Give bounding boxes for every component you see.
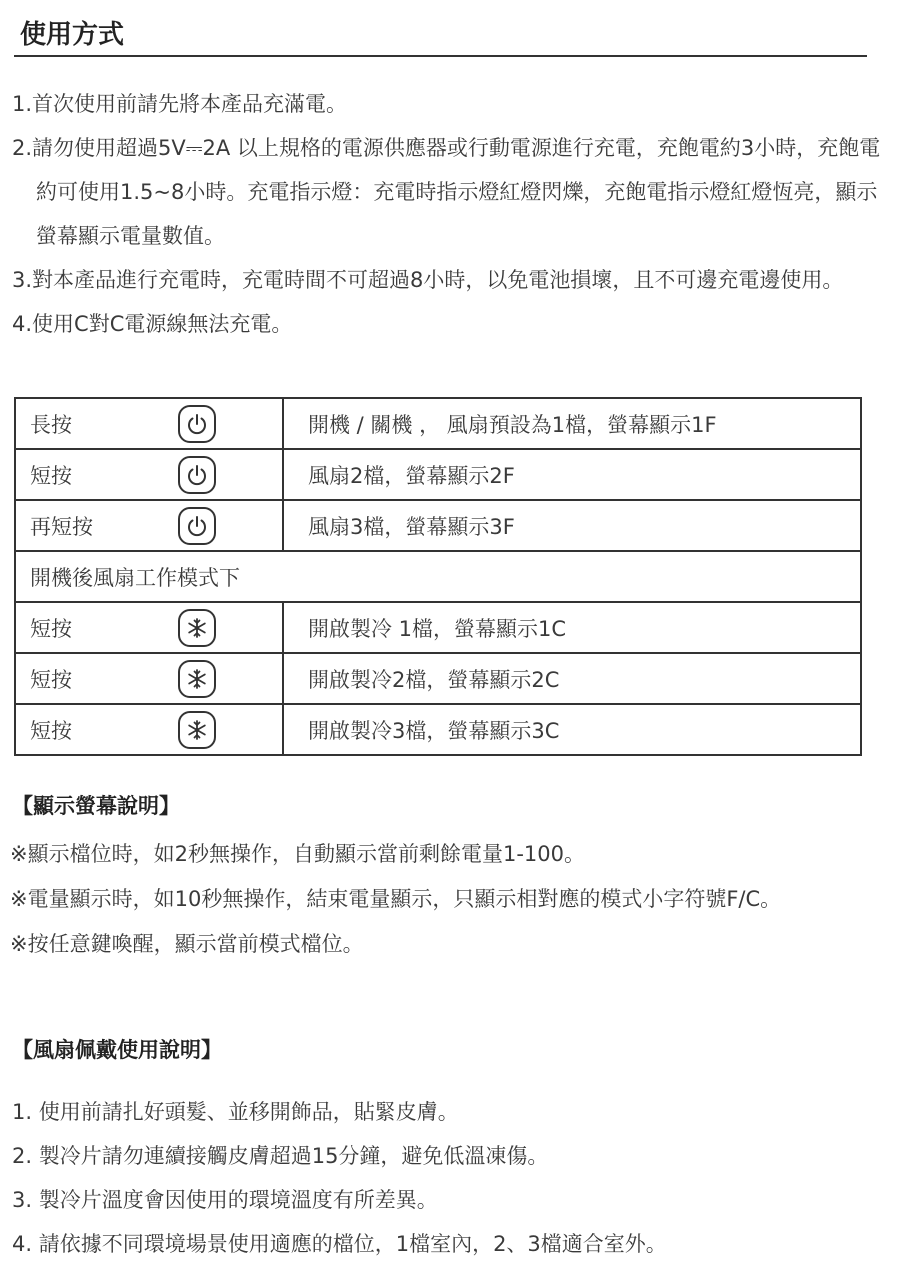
list-item: 4. 請依據不同環境場景使用適應的檔位，1檔室內，2、3檔適合室外。 — [12, 1232, 667, 1256]
action-cell: 短按 — [15, 653, 172, 704]
power-icon — [178, 405, 216, 443]
mode-header-cell: 開機後風扇工作模式下 — [15, 551, 861, 602]
button-operation-table — [14, 397, 862, 756]
action-cell: 再短按 — [15, 500, 172, 551]
action-cell: 短按 — [15, 449, 172, 500]
usage-item: 2.請勿使用超過5V⎓2A 以上規格的電源供應器或行動電源進行充電，充飽電約3小時，充飽電約可使用1.5~8小時。充電指示燈：充電時指示燈紅燈閃爍，充飽電指示燈紅燈恆亮，顯示螢幕顯示電量數值。 — [12, 136, 881, 248]
table-row — [15, 551, 861, 602]
wear-instructions-list — [12, 1090, 882, 1266]
description-cell: 開啟製冷2檔，螢幕顯示2C — [283, 653, 861, 704]
display-notes-list — [10, 832, 885, 967]
action-cell: 長按 — [15, 398, 172, 449]
description-cell: 風扇2檔，螢幕顯示2F — [283, 449, 861, 500]
description-cell: 開啟製冷3檔，螢幕顯示3C — [283, 704, 861, 755]
table-row — [15, 398, 861, 449]
table-row — [15, 653, 861, 704]
action-cell: 短按 — [15, 704, 172, 755]
page-title: 使用方式 — [20, 20, 125, 50]
title-divider — [14, 55, 867, 57]
list-item: 1. 使用前請扎好頭髮、並移開飾品，貼緊皮膚。 — [12, 1100, 459, 1124]
description-cell: 風扇3檔，螢幕顯示3F — [283, 500, 861, 551]
table-row — [15, 704, 861, 755]
snowflake-icon — [178, 609, 216, 647]
action-cell: 短按 — [15, 602, 172, 653]
power-icon — [178, 456, 216, 494]
display-section-heading: 【顯示螢幕說明】 — [12, 794, 180, 818]
usage-item: 4.使用C對C電源線無法充電。 — [12, 312, 293, 336]
usage-item: 3.對本產品進行充電時，充電時間不可超過8小時，以免電池損壞，且不可邊充電邊使用。 — [12, 268, 844, 292]
power-icon — [178, 507, 216, 545]
table-row — [15, 602, 861, 653]
note-item: ※顯示檔位時，如2秒無操作，自動顯示當前剩餘電量1-100。 — [10, 842, 585, 866]
usage-list — [12, 82, 882, 346]
description-cell: 開啟製冷 1檔，螢幕顯示1C — [283, 602, 861, 653]
snowflake-icon — [178, 660, 216, 698]
list-item: 3. 製冷片溫度會因使用的環境溫度有所差異。 — [12, 1188, 438, 1212]
table-row — [15, 500, 861, 551]
table-row — [15, 449, 861, 500]
usage-item: 1.首次使用前請先將本產品充滿電。 — [12, 92, 348, 116]
list-item: 2. 製冷片請勿連續接觸皮膚超過15分鐘，避免低溫凍傷。 — [12, 1144, 549, 1168]
note-item: ※電量顯示時，如10秒無操作，結束電量顯示，只顯示相對應的模式小字符號F/C。 — [10, 887, 782, 911]
note-item: ※按任意鍵喚醒，顯示當前模式檔位。 — [10, 932, 364, 956]
snowflake-icon — [178, 711, 216, 749]
wear-section-heading: 【風扇佩戴使用說明】 — [12, 1038, 222, 1062]
description-cell: 開機 / 關機 ， 風扇預設為1檔，螢幕顯示1F — [283, 398, 861, 449]
